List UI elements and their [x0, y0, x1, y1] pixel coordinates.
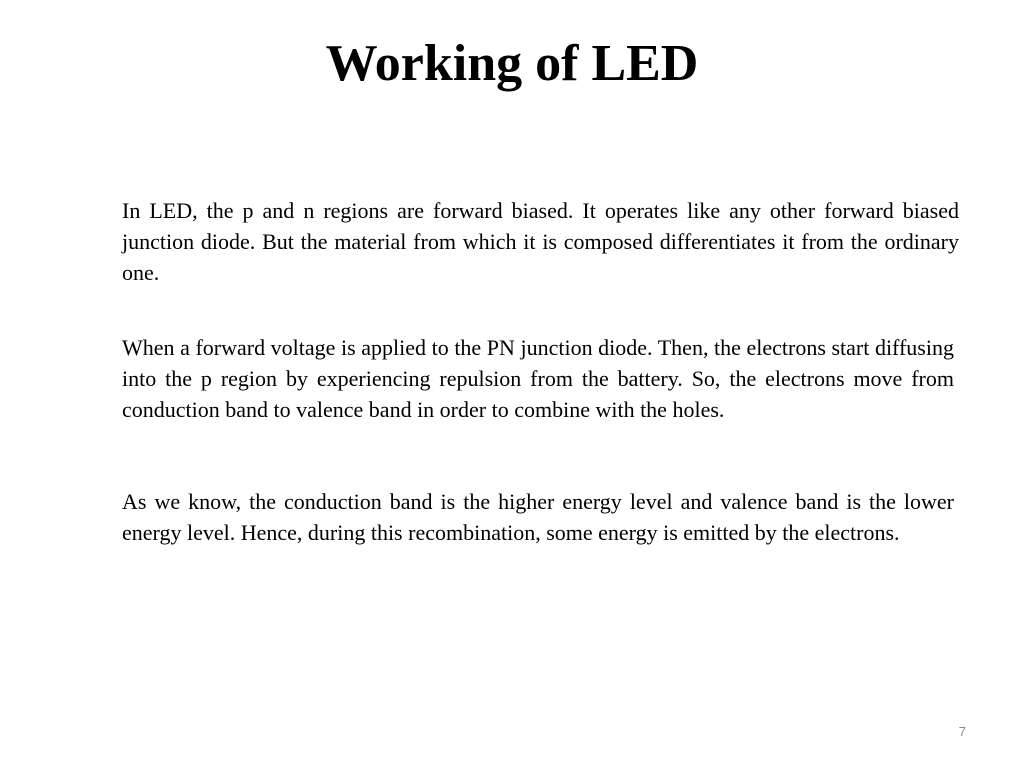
slide-title: Working of LED	[325, 35, 699, 92]
paragraph-energy-emission: As we know, the conduction band is the higher energy level and valence band is the lower energy level. Hence, during this recombination, some energy is emitted by the electrons.	[122, 489, 954, 545]
paragraph-electron-diffusion: When a forward voltage is applied to the PN junction diode. Then, the electrons start diffusing into the p region by experiencing repulsion from the battery. So, the electrons move from conduction band to valence band in order to combine with the holes.	[122, 335, 954, 422]
page-number: 7	[958, 724, 966, 739]
paragraph-forward-bias: In LED, the p and n regions are forward biased. It operates like any other forward biased junction diode. But the material from which it is composed differentiates it from the ordinary one.	[122, 198, 959, 285]
